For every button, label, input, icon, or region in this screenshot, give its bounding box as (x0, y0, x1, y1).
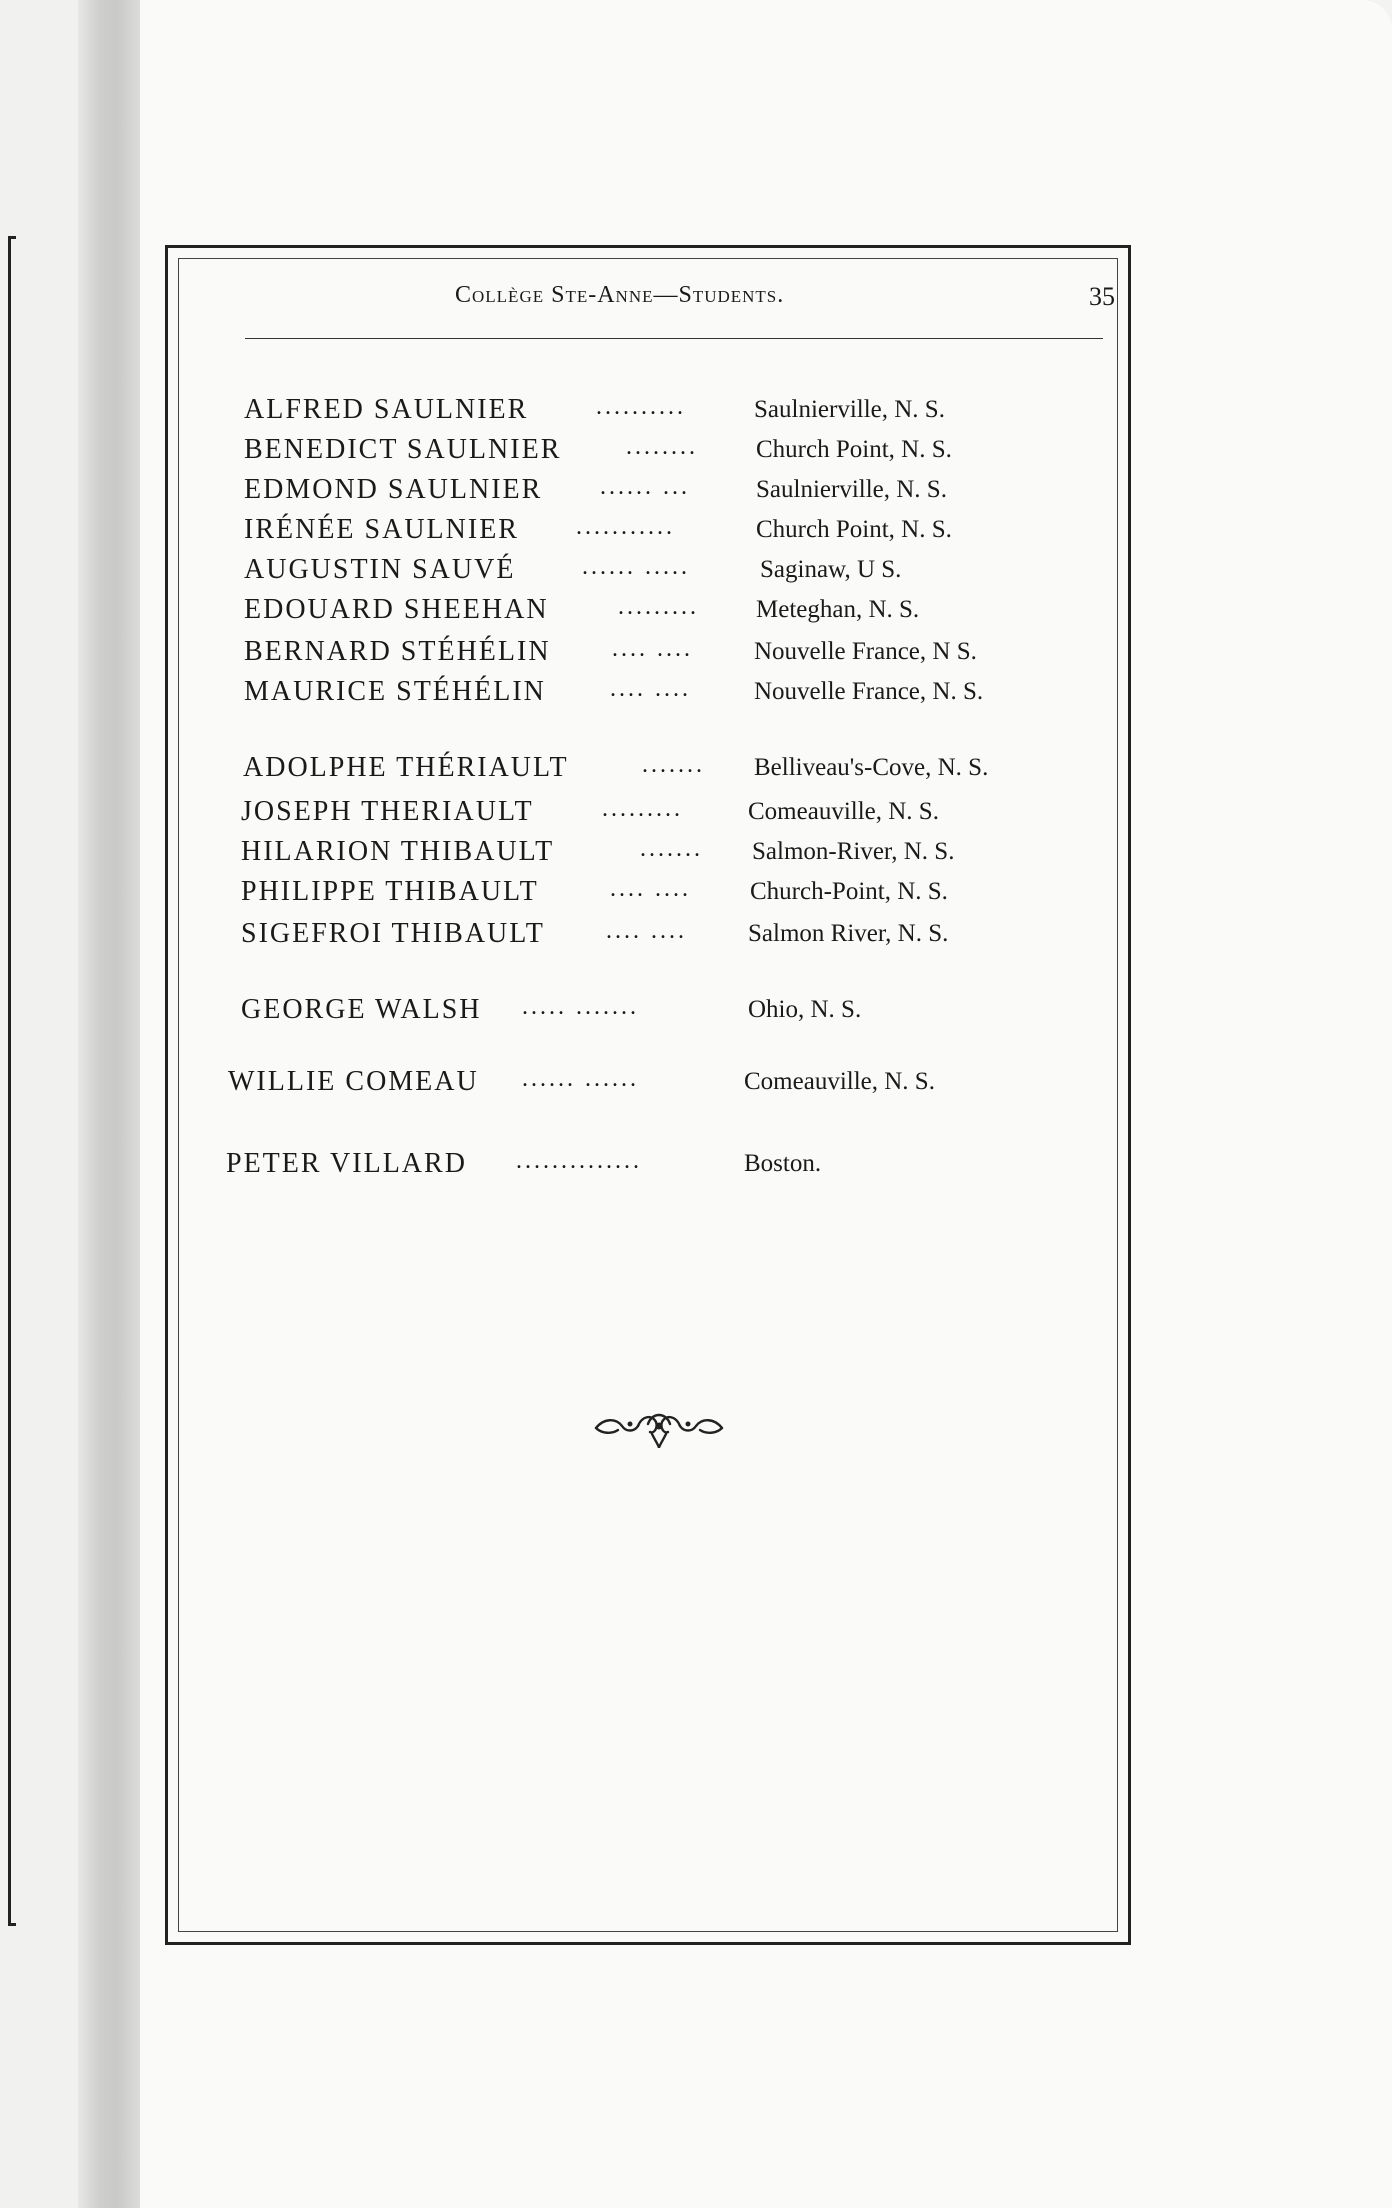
leader-dots: ...... ..... (582, 554, 690, 580)
student-row (0, 1148, 1392, 1184)
leader-dots: .... .... (612, 636, 693, 662)
student-row (0, 474, 1392, 510)
fleuron-ornament-icon (592, 1402, 726, 1452)
leader-dots: ......... (618, 594, 699, 620)
leader-dots: ..... ....... (522, 994, 639, 1020)
page-number: 35 (1089, 282, 1115, 311)
student-place: Church-Point, N. S. (750, 878, 948, 905)
student-row (0, 994, 1392, 1030)
header-rule (245, 338, 1103, 339)
leader-dots: ...... ...... (522, 1066, 639, 1092)
student-place: Meteghan, N. S. (756, 596, 920, 623)
leader-dots: .... .... (610, 876, 691, 902)
leader-dots: ....... (642, 752, 705, 778)
book-gutter-shadow (78, 0, 148, 2208)
student-name: JOSEPH THERIAULT (241, 796, 534, 827)
leader-dots: ....... (640, 836, 703, 862)
student-row (0, 918, 1392, 954)
student-row (0, 514, 1392, 550)
leader-dots: .............. (516, 1148, 642, 1174)
leader-dots: ........ (626, 434, 698, 460)
student-row (0, 1066, 1392, 1102)
student-place: Comeauville, N. S. (748, 798, 939, 825)
student-place: Salmon River, N. S. (748, 920, 949, 947)
student-place: Saginaw, U S. (760, 556, 902, 583)
leader-dots: .... .... (610, 676, 691, 702)
student-name: MAURICE STÉHÉLIN (244, 676, 546, 707)
student-place: Saulnierville, N. S. (754, 396, 945, 423)
student-place: Salmon-River, N. S. (752, 838, 955, 865)
student-name: EDMOND SAULNIER (244, 474, 543, 505)
leader-dots: .......... (596, 394, 686, 420)
student-name: PHILIPPE THIBAULT (241, 876, 539, 907)
student-name: AUGUSTIN SAUVÉ (244, 554, 516, 585)
student-name: PETER VILLARD (226, 1148, 467, 1179)
student-place: Boston. (744, 1150, 822, 1177)
student-name: IRÉNÉE SAULNIER (244, 514, 519, 545)
student-place: Ohio, N. S. (748, 996, 862, 1023)
student-place: Comeauville, N. S. (744, 1068, 935, 1095)
student-row (0, 434, 1392, 470)
student-place: Church Point, N. S. (756, 436, 952, 463)
student-row (0, 394, 1392, 430)
student-name: EDOUARD SHEEHAN (244, 594, 549, 625)
leader-dots: ...... ... (600, 474, 690, 500)
student-row (0, 796, 1392, 832)
leader-dots: .... .... (606, 918, 687, 944)
student-name: ADOLPHE THÉRIAULT (243, 752, 569, 783)
leader-dots: ........... (576, 514, 675, 540)
header-title: Collège Ste-Anne—Students. (455, 282, 785, 308)
student-name: ALFRED SAULNIER (244, 394, 529, 425)
student-place: Nouvelle France, N S. (754, 638, 977, 665)
running-header (245, 282, 1115, 322)
student-place: Saulnierville, N. S. (756, 476, 947, 503)
student-place: Belliveau's-Cove, N. S. (754, 754, 989, 781)
student-row (0, 876, 1392, 912)
student-name: SIGEFROI THIBAULT (241, 918, 545, 949)
student-name: BERNARD STÉHÉLIN (244, 636, 551, 667)
student-row (0, 676, 1392, 712)
student-row (0, 554, 1392, 590)
previous-page-edge (0, 0, 80, 2208)
student-place: Nouvelle France, N. S. (754, 678, 984, 705)
student-row (0, 836, 1392, 872)
student-row (0, 752, 1392, 788)
student-name: GEORGE WALSH (241, 994, 482, 1025)
leader-dots: ......... (602, 796, 683, 822)
student-place: Church Point, N. S. (756, 516, 952, 543)
student-name: WILLIE COMEAU (228, 1066, 479, 1097)
student-row (0, 594, 1392, 630)
student-row (0, 636, 1392, 672)
student-name: HILARION THIBAULT (241, 836, 555, 867)
student-name: BENEDICT SAULNIER (244, 434, 562, 465)
